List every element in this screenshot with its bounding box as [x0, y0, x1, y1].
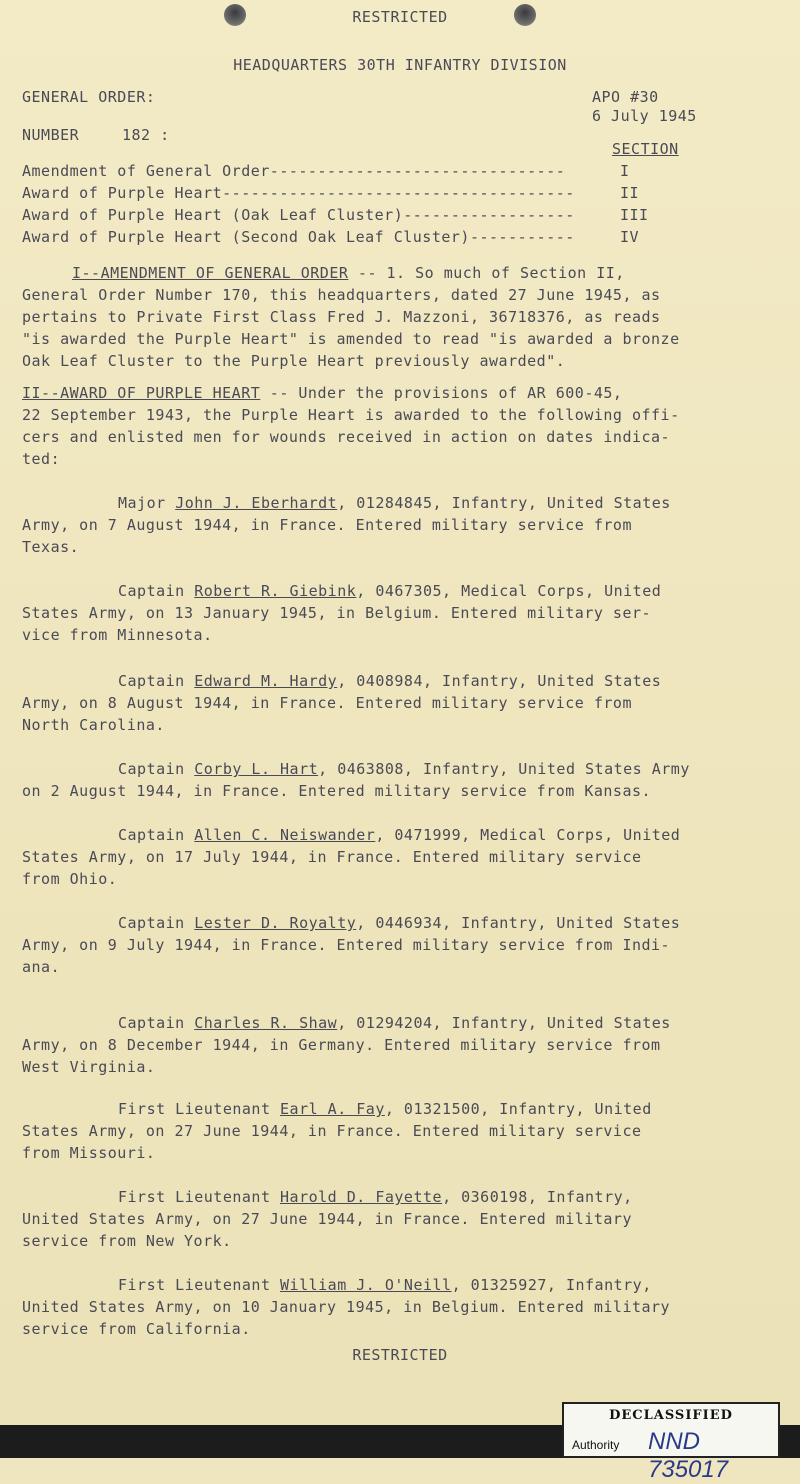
citation-line: United States Army, on 27 June 1944, in France. Entered military	[22, 1210, 632, 1228]
citation-first-line	[118, 1014, 671, 1032]
citation-rank: Captain	[118, 826, 185, 844]
toc-section-number: III	[620, 206, 649, 224]
citation-rank: Captain	[118, 672, 185, 690]
toc-item: Award of Purple Heart-------------------------------------	[22, 184, 575, 202]
stamp-authority-code: NND 735017	[648, 1428, 729, 1483]
citation-line: United States Army, on 10 January 1945, in Belgium. Entered military	[22, 1298, 671, 1316]
citation-line: States Army, on 13 January 1945, in Belgium. Entered military ser-	[22, 604, 652, 622]
toc-section-number: I	[620, 162, 630, 180]
toc-item: Award of Purple Heart (Oak Leaf Cluster)------------------	[22, 206, 575, 224]
paragraph-line: General Order Number 170, this headquarters, dated 27 June 1945, as	[22, 286, 661, 304]
citation-line: West Virginia.	[22, 1058, 156, 1076]
citation-first-line	[118, 494, 671, 512]
section-first-line	[72, 264, 625, 282]
citation-text: , 0408984, Infantry, United States	[337, 672, 662, 690]
citation-name: Edward M. Hardy	[194, 672, 338, 690]
section-heading: I--AMENDMENT OF GENERAL ORDER	[72, 264, 349, 282]
citation-name: Allen C. Neiswander	[194, 826, 376, 844]
citation-line: from Missouri.	[22, 1144, 156, 1162]
number-value: 182 :	[122, 126, 170, 144]
paragraph-line: cers and enlisted men for wounds received in action on dates indica-	[22, 428, 671, 446]
paragraph-line: pertains to Private First Class Fred J. Mazzoni, 36718376, as reads	[22, 308, 661, 326]
citation-first-line	[118, 1188, 633, 1206]
citation-name: Harold D. Fayette	[280, 1188, 443, 1206]
section-first-line	[22, 384, 622, 402]
number-label: NUMBER	[22, 126, 80, 144]
citation-text: , 01284845, Infantry, United States	[337, 494, 671, 512]
general-order-label: GENERAL ORDER:	[22, 88, 156, 106]
citation-line: Army, on 7 August 1944, in France. Entered military service from	[22, 516, 632, 534]
citation-text: , 01294204, Infantry, United States	[337, 1014, 671, 1032]
citation-first-line	[118, 1100, 652, 1118]
toc-item: Amendment of General Order-------------------------------	[22, 162, 566, 180]
citation-text: , 0360198, Infantry,	[442, 1188, 633, 1206]
stamp-authority-label: Authority	[572, 1438, 620, 1452]
paragraph-line: 22 September 1943, the Purple Heart is awarded to the following offi-	[22, 406, 680, 424]
citation-line: Army, on 8 December 1944, in Germany. Entered military service from	[22, 1036, 661, 1054]
citation-rank: Captain	[118, 914, 185, 932]
citation-rank: Captain	[118, 582, 185, 600]
citation-text: , 0467305, Medical Corps, United	[356, 582, 662, 600]
citation-rank: First Lieutenant	[118, 1188, 271, 1206]
citation-text: , 01321500, Infantry, United	[384, 1100, 652, 1118]
citation-rank: Captain	[118, 1014, 185, 1032]
citation-first-line	[118, 760, 690, 778]
citation-text: , 0471999, Medical Corps, United	[375, 826, 681, 844]
citation-name: William J. O'Neill	[280, 1276, 452, 1294]
paragraph-line: Oak Leaf Cluster to the Purple Heart previously awarded".	[22, 352, 566, 370]
citation-line: Texas.	[22, 538, 80, 556]
stamp-title: DECLASSIFIED	[609, 1408, 733, 1423]
apo-number: APO #30	[592, 88, 659, 106]
citation-rank: Major	[118, 494, 166, 512]
paragraph-line: "is awarded the Purple Heart" is amended to read "is awarded a bronze	[22, 330, 680, 348]
citation-line: North Carolina.	[22, 716, 165, 734]
citation-line: service from New York.	[22, 1232, 232, 1250]
paragraph-text: -- Under the provisions of AR 600-45,	[260, 384, 623, 402]
toc-section-number: IV	[620, 228, 640, 246]
citation-line: service from California.	[22, 1320, 251, 1338]
citation-rank: Captain	[118, 760, 185, 778]
citation-text: , 01325927, Infantry,	[451, 1276, 652, 1294]
citation-line: States Army, on 27 June 1944, in France. Entered military service	[22, 1122, 642, 1140]
citation-name: Corby L. Hart	[194, 760, 319, 778]
citation-first-line	[118, 582, 661, 600]
citation-first-line	[118, 826, 680, 844]
toc-item: Award of Purple Heart (Second Oak Leaf Cluster)-----------	[22, 228, 575, 246]
citation-line: vice from Minnesota.	[22, 626, 213, 644]
citation-name: John J. Eberhardt	[175, 494, 338, 512]
citation-text: , 0446934, Infantry, United States	[356, 914, 681, 932]
classification-top: RESTRICTED	[352, 8, 448, 26]
citation-rank: First Lieutenant	[118, 1100, 271, 1118]
citation-name: Earl A. Fay	[280, 1100, 385, 1118]
citation-line: Army, on 8 August 1944, in France. Entered military service from	[22, 694, 632, 712]
paragraph-text: -- 1. So much of Section II,	[348, 264, 625, 282]
citation-line: on 2 August 1944, in France. Entered military service from Kansas.	[22, 782, 652, 800]
citation-first-line	[118, 672, 661, 690]
unit-heading: HEADQUARTERS 30TH INFANTRY DIVISION	[233, 56, 567, 74]
citation-name: Charles R. Shaw	[194, 1014, 338, 1032]
classification-bottom: RESTRICTED	[352, 1346, 448, 1364]
citation-first-line	[118, 914, 680, 932]
citation-text: , 0463808, Infantry, United States Army	[318, 760, 690, 778]
citation-name: Lester D. Royalty	[194, 914, 357, 932]
section-label: SECTION	[612, 140, 679, 158]
citation-name: Robert R. Giebink	[194, 582, 357, 600]
citation-line: Army, on 9 July 1944, in France. Entered military service from Indi-	[22, 936, 671, 954]
citation-line: from Ohio.	[22, 870, 118, 888]
citation-line: ana.	[22, 958, 61, 976]
citation-line: States Army, on 17 July 1944, in France. Entered military service	[22, 848, 642, 866]
toc-section-number: II	[620, 184, 640, 202]
citation-rank: First Lieutenant	[118, 1276, 271, 1294]
section-heading: II--AWARD OF PURPLE HEART	[22, 384, 261, 402]
declassified-stamp	[562, 1402, 780, 1483]
citation-first-line	[118, 1276, 652, 1294]
paragraph-line: ted:	[22, 450, 61, 468]
order-date: 6 July 1945	[592, 107, 697, 125]
